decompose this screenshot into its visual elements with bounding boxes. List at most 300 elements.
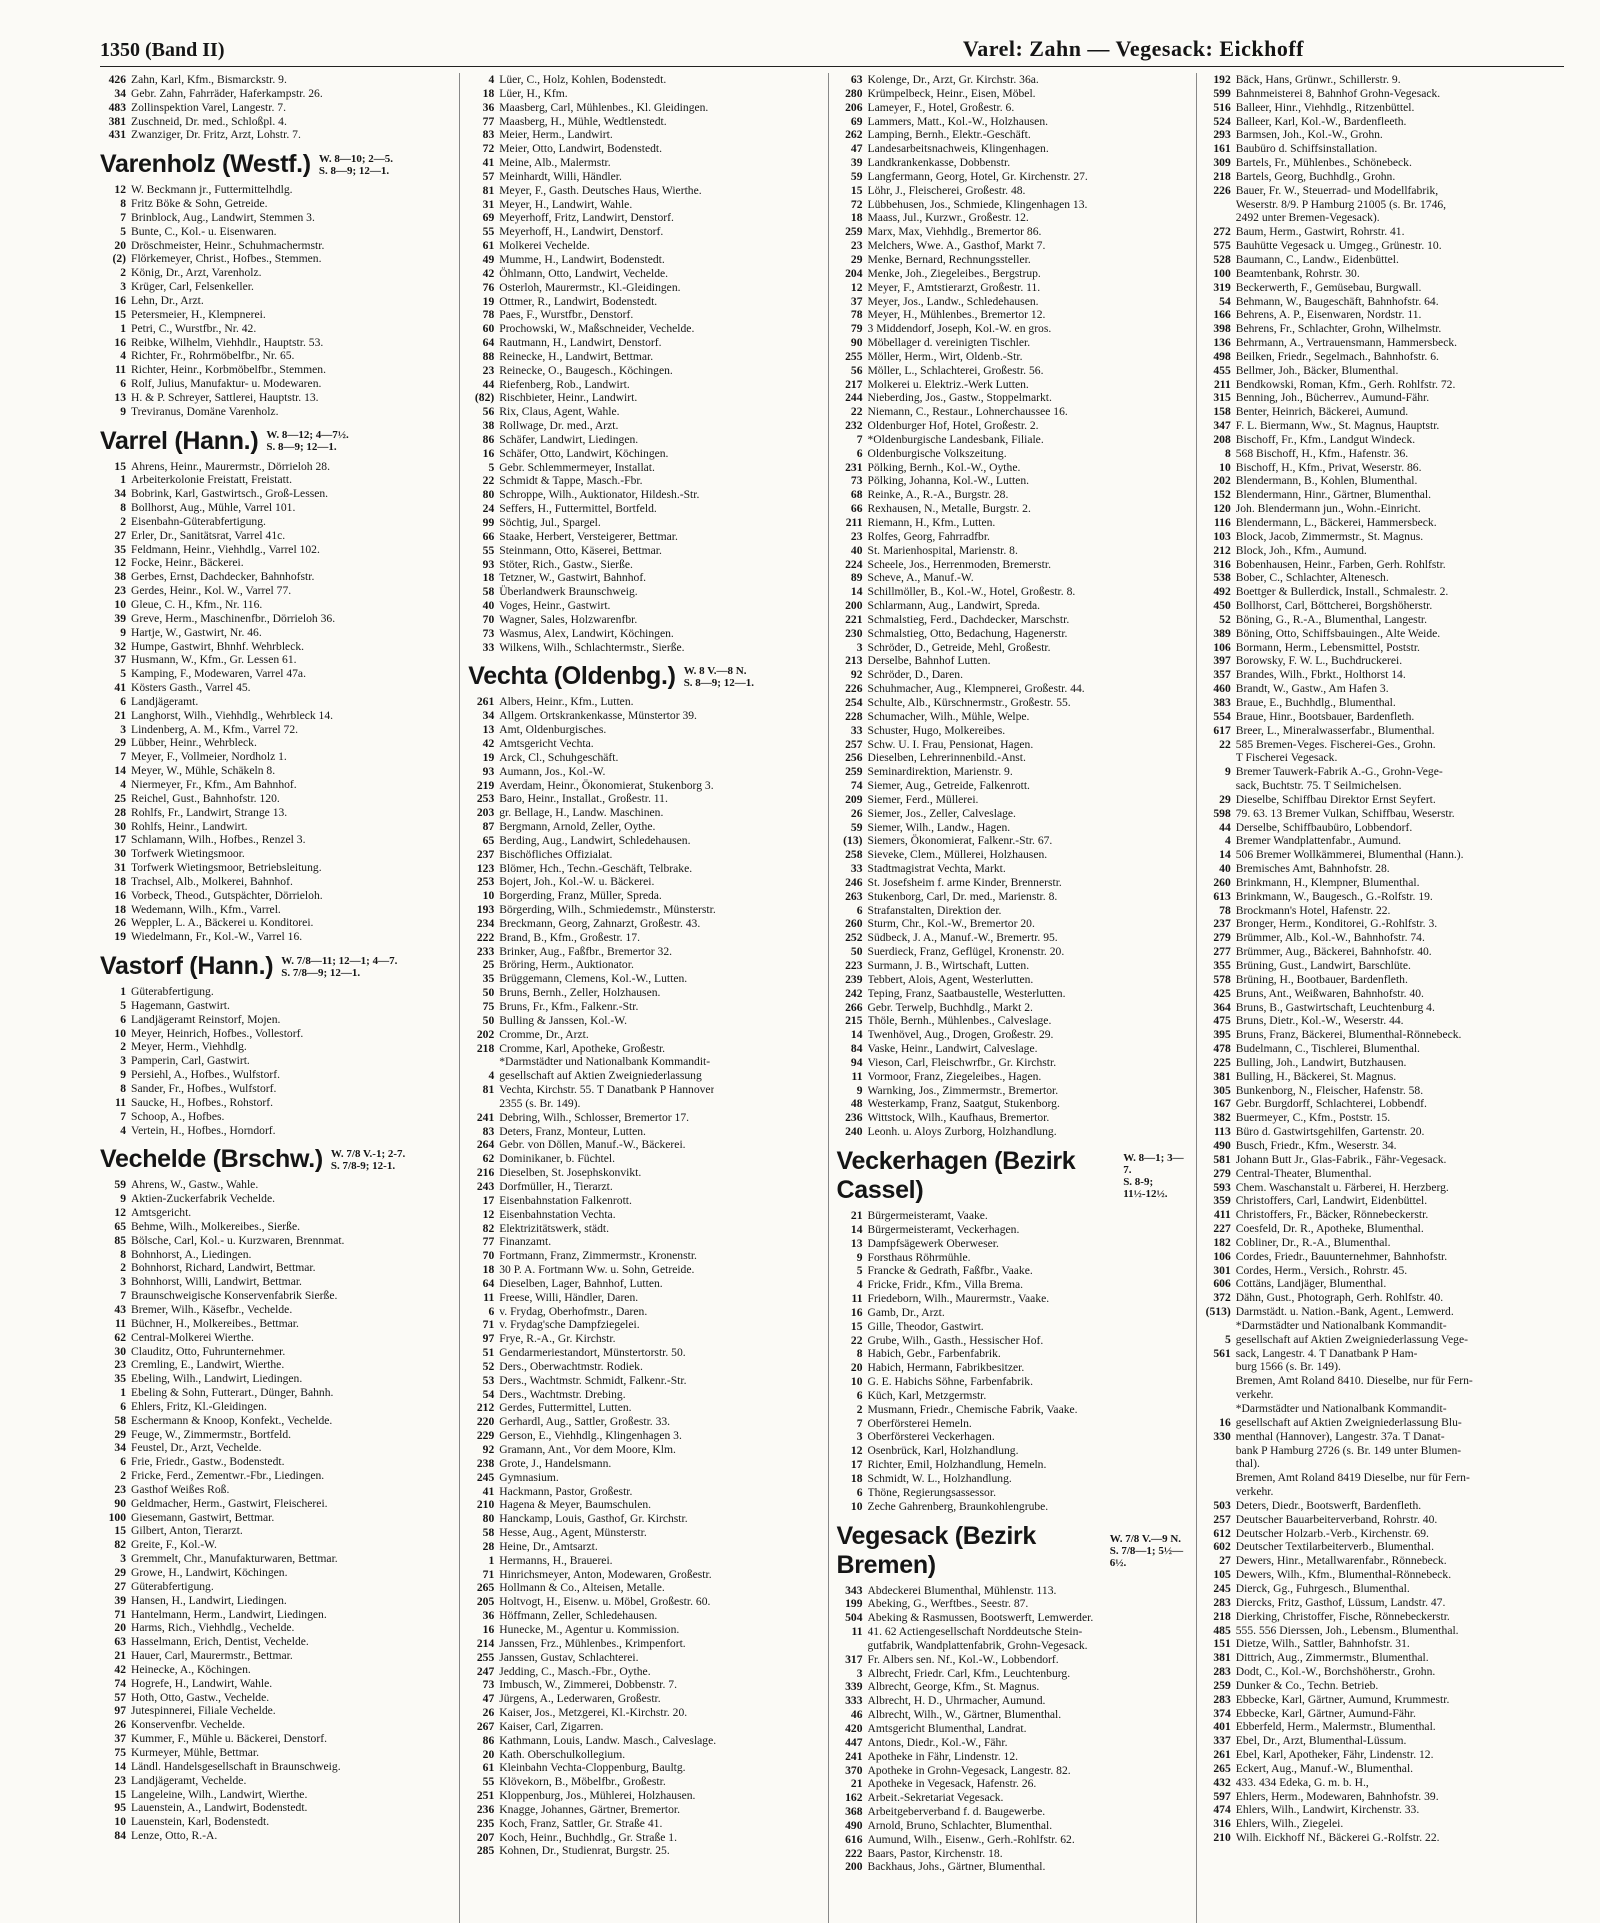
phone-number: 92 (482, 1443, 495, 1456)
phone-number: 33 (482, 640, 495, 654)
phone-number: 42 (482, 266, 495, 280)
directory-entry (468, 295, 819, 309)
directory-entry (1205, 613, 1556, 627)
directory-entry (100, 363, 451, 377)
directory-entry (1205, 1444, 1556, 1458)
entry-text: Wilh. Eickhoff Nf., Bäckerei G.-Rolfstr. 22. (1235, 1831, 1440, 1845)
phone-number: 4 (488, 1069, 495, 1083)
phone-number: 225 (1213, 1055, 1231, 1069)
directory-entry (837, 433, 1188, 447)
running-head: Varel: Zahn — Vegesack: Eickhoff (962, 36, 1304, 61)
phone-number: 73 (482, 1678, 495, 1692)
entry-text: Scheve, A., Manuf.-W. (867, 571, 974, 585)
phone-number: 256 (845, 751, 863, 765)
entry-text: Schuhmacher, Aug., Klempnerei, Großestr. 44. (867, 682, 1085, 696)
phone-number: 42 (482, 736, 495, 750)
phone-number: 9 (120, 625, 126, 639)
directory-entry (1205, 1111, 1556, 1125)
directory-entry (1205, 945, 1556, 959)
entry-text: Wasmus, Alex, Landwirt, Köchingen. (499, 626, 674, 640)
phone-number: 40 (482, 599, 495, 613)
entry-text: Brüning, Gust., Landwirt, Barschlüte. (1235, 959, 1411, 972)
entry-text: Meine, Alb., Malermstr. (499, 156, 611, 170)
directory-entry (1205, 1679, 1556, 1693)
directory-entry (837, 558, 1188, 572)
directory-entry (837, 834, 1188, 848)
entry-text: Nieberding, Jos., Gastw., Stoppelmarkt. (867, 391, 1052, 405)
directory-entry (837, 156, 1188, 170)
phone-number: 16 (1219, 1415, 1231, 1429)
phone-number: 93 (482, 557, 495, 571)
phone-number: 237 (476, 847, 495, 861)
entry-text: Aktien-Zuckerfabrik Vechelde. (131, 1192, 275, 1206)
directory-entry (468, 1692, 819, 1706)
phone-number: 77 (482, 1235, 495, 1249)
directory-entry (468, 156, 819, 170)
phone-number: 460 (1213, 682, 1231, 696)
directory-entry (1205, 1222, 1556, 1236)
directory-entry (1205, 322, 1556, 336)
entry-text: Brandt, W., Gastw., Am Hafen 3. (1235, 682, 1389, 696)
directory-entry (100, 515, 451, 529)
phone-number: 20 (114, 1621, 126, 1635)
page-number: 1350 (Band II) (100, 39, 225, 61)
entry-text: Meyerhoff, Fritz, Landwirt, Denstorf. (499, 211, 674, 225)
directory-entry (837, 461, 1188, 475)
directory-entry (100, 1261, 451, 1275)
phone-number: 56 (850, 363, 863, 377)
phone-number: 21 (850, 1208, 863, 1222)
directory-entry (837, 1736, 1188, 1750)
entry-text: Gasthof Weißes Roß. (131, 1482, 230, 1496)
directory-entry (837, 724, 1188, 738)
directory-entry (100, 1234, 451, 1248)
directory-entry (468, 1789, 819, 1803)
phone-number: 71 (482, 1318, 495, 1332)
directory-entry (100, 115, 451, 129)
directory-entry (100, 1635, 451, 1649)
directory-entry (100, 1774, 451, 1788)
entry-text: Meyer, H., Landwirt, Wahle. (499, 197, 633, 211)
directory-entry (468, 350, 819, 364)
directory-entry (468, 170, 819, 184)
entry-text: bank P Hamburg 2726 (s. Br. 149 unter Blumen- (1235, 1443, 1462, 1457)
directory-entry (837, 419, 1188, 433)
entry-text: Krüger, Carl, Felsenkeller. (131, 280, 254, 294)
phone-number: 266 (845, 1000, 863, 1014)
entry-text: Zeche Gahrenberg, Braunkohlengrube. (867, 1499, 1049, 1513)
entry-text: 433. 434 Edeka, G. m. b. H., (1235, 1775, 1369, 1789)
directory-entry (468, 945, 819, 959)
directory-columns (100, 73, 1564, 1923)
directory-entry (1205, 821, 1556, 835)
directory-entry (1205, 1208, 1556, 1222)
directory-entry (1205, 1264, 1556, 1278)
directory-entry (100, 252, 451, 266)
phone-number: 6 (856, 1388, 863, 1402)
directory-entry (468, 723, 819, 737)
directory-entry (837, 599, 1188, 613)
directory-entry (468, 87, 819, 101)
phone-number: 524 (1213, 114, 1231, 128)
entry-text: Bischöfliches Offizialat. (499, 847, 613, 861)
directory-entry (1205, 115, 1556, 129)
entry-text: Bormann, Herm., Lebensmittel, Poststr. (1235, 640, 1420, 654)
phone-number: 151 (1213, 1637, 1231, 1651)
entry-text: Rohlfs, Fr., Landwirt, Strange 13. (131, 805, 288, 819)
entry-text: 568 Bischoff, H., Kfm., Hafenstr. 36. (1235, 446, 1409, 460)
phone-number: 8 (120, 197, 126, 211)
entry-text: Bartels, Fr., Mühlenbes., Schönebeck. (1235, 156, 1412, 170)
directory-entry (837, 959, 1188, 973)
phone-number: 83 (482, 128, 495, 142)
phone-number: 97 (114, 1704, 126, 1718)
directory-entry (837, 544, 1188, 558)
directory-entry (1205, 474, 1556, 488)
directory-entry (468, 198, 819, 212)
entry-text: Amtsgericht. (131, 1206, 192, 1220)
entry-text: Christoffers, Carl, Landwirt, Eidenbüttel. (1235, 1194, 1428, 1208)
entry-text: Habich, Hermann, Fabrikbesitzer. (867, 1361, 1025, 1375)
directory-entry (468, 1208, 819, 1222)
entry-text: Dieselbe, Schiffbau Direktor Ernst Seyfert. (1235, 792, 1436, 806)
entry-text: Hollmann & Co., Alteisen, Metalle. (499, 1581, 665, 1595)
entry-text: Brümmer, Alb., Kol.-W., Bahnhofstr. 74. (1235, 931, 1425, 945)
entry-text: Kaiser, Carl, Zigarren. (499, 1719, 604, 1733)
directory-entry (1205, 1042, 1556, 1056)
entry-text: Frie, Friedr., Gastw., Bodenstedt. (131, 1455, 285, 1469)
directory-entry (1205, 1610, 1556, 1624)
entry-text: W. Beckmann jr., Futtermittelhdlg. (131, 183, 293, 197)
directory-entry (1205, 1070, 1556, 1084)
phone-number: 15 (114, 459, 126, 473)
directory-entry (100, 1386, 451, 1400)
entry-text: Sander, Fr., Hofbes., Wulfstorf. (131, 1082, 277, 1095)
phone-number: 167 (1213, 1097, 1231, 1111)
directory-entry (468, 1457, 819, 1471)
directory-entry (837, 1237, 1188, 1251)
entry-text: Brümmer, Aug., Bäckerei, Bahnhofstr. 40. (1235, 945, 1432, 959)
entry-text: Berding, Aug., Landwirt, Schledehausen. (499, 833, 691, 847)
entry-text: Bronger, Herm., Konditorei, G.-Rohlfstr. 3. (1235, 917, 1438, 931)
phone-number: 272 (1213, 225, 1231, 239)
phone-number: 4 (120, 349, 126, 363)
phone-number: 5 (120, 998, 126, 1012)
entry-text: Bahnmeisterei 8, Bahnhof Grohn-Vegesack. (1235, 86, 1441, 100)
section-heading (100, 1145, 451, 1174)
entry-text: Hoth, Otto, Gastw., Vechelde. (131, 1690, 270, 1704)
entry-text: Eschermann & Knoop, Konfekt., Vechelde. (131, 1413, 333, 1427)
phone-number: 29 (114, 736, 126, 750)
phone-number (468, 1055, 499, 1069)
phone-number: 246 (845, 875, 863, 889)
directory-entry (100, 1054, 451, 1068)
directory-entry (1205, 1277, 1556, 1291)
phone-number: 261 (476, 695, 495, 709)
phone-number: 4 (1224, 834, 1231, 848)
entry-text: Arnold, Bruno, Schlachter, Blumenthal. (867, 1818, 1053, 1832)
entry-text: Apotheke in Grohn-Vegesack, Langestr. 82. (867, 1763, 1071, 1777)
directory-entry (100, 750, 451, 764)
phone-number (1205, 1471, 1236, 1485)
entry-text: Siemer, Wilh., Landw., Hagen. (867, 820, 1011, 834)
phone-number: 7 (120, 210, 126, 224)
phone-number: 6 (856, 446, 863, 460)
phone-number: 12 (482, 1207, 495, 1221)
entry-text: Kohnen, Dr., Studienrat, Burgstr. 25. (499, 1844, 670, 1858)
entry-text: 3 Middendorf, Joseph, Kol.-W. en gros. (867, 322, 1052, 336)
phone-number: 339 (845, 1680, 863, 1694)
directory-entry (837, 1056, 1188, 1070)
directory-entry (468, 903, 819, 917)
phone-number: 401 (1213, 1720, 1231, 1734)
entry-text: Clauditz, Otto, Fuhrunternehmer. (131, 1344, 286, 1358)
entry-text: Bollhorst, Aug., Mühle, Varrel 101. (131, 501, 296, 515)
directory-entry (100, 1275, 451, 1289)
entry-text: Gymnasium. (499, 1470, 559, 1484)
phone-number: 280 (845, 86, 863, 100)
entry-text: Gerdes, Heinr., Kol. W., Varrel 77. (131, 584, 292, 598)
entry-text: Feuge, W., Zimmermstr., Bortfeld. (131, 1427, 292, 1441)
directory-entry (1205, 1084, 1556, 1098)
entry-text: Maasberg, Carl, Mühlenbes., Kl. Gleidingen. (499, 100, 709, 114)
entry-text: Behme, Wilh., Molkereibes., Sierße. (131, 1219, 301, 1233)
entry-text: 555. 556 Dierssen, Joh., Lebensm., Blumenthal. (1235, 1623, 1459, 1637)
entry-text: Lammers, Matt., Kol.-W., Holzhausen. (867, 114, 1049, 128)
directory-entry (468, 1111, 819, 1125)
directory-entry (1205, 558, 1556, 572)
phone-number: 68 (850, 488, 863, 502)
directory-entry (468, 1678, 819, 1692)
directory-entry (468, 1748, 819, 1762)
directory-entry (468, 322, 819, 336)
directory-entry (468, 1429, 819, 1443)
entry-text: Dominikaner, b. Füchtel. (499, 1152, 616, 1166)
entry-text: Torfwerk Wietingsmoor, Betriebsleitung. (131, 861, 322, 875)
entry-text: Meyer, Heinrich, Hofbes., Vollestorf. (131, 1026, 304, 1040)
phone-number: 490 (845, 1818, 863, 1832)
entry-text: Cremling, E., Landwirt, Wierthe. (131, 1358, 285, 1372)
phone-number: 616 (845, 1832, 863, 1846)
directory-entry (468, 1637, 819, 1651)
phone-number: 158 (1213, 405, 1231, 419)
directory-entry (100, 1414, 451, 1428)
entry-text: Ebbecke, Karl, Gärtner, Aumund-Fähr. (1235, 1706, 1416, 1720)
entry-text: Ders., Oberwachtmstr. Rodiek. (499, 1359, 643, 1373)
directory-entry (100, 1013, 451, 1027)
phone-number: 239 (845, 972, 863, 986)
phone-number: 52 (1219, 612, 1231, 626)
entry-text: Flörkemeyer, Christ., Hofbes., Stemmen. (131, 252, 322, 266)
phone-number: 222 (476, 930, 495, 944)
directory-entry (1205, 1637, 1556, 1651)
directory-entry (100, 833, 451, 847)
entry-text: Janssen, Gustav, Schlachterei. (499, 1650, 639, 1664)
directory-entry (100, 1511, 451, 1525)
entry-text: Vormoor, Franz, Ziegeleibes., Hagen. (867, 1069, 1042, 1083)
phone-number: 368 (845, 1805, 863, 1819)
directory-entry (468, 544, 819, 558)
entry-text: Twenhövel, Aug., Drogen, Großestr. 29. (867, 1028, 1054, 1042)
directory-entry (837, 585, 1188, 599)
directory-entry (468, 1125, 819, 1139)
entry-text: Kathmann, Louis, Landw. Masch., Calveslage. (499, 1733, 717, 1747)
section-heading (100, 150, 451, 179)
phone-number: 12 (114, 1206, 126, 1220)
directory-entry (1205, 1665, 1556, 1679)
directory-entry (468, 1595, 819, 1609)
directory-entry (1205, 668, 1556, 682)
phone-number: 234 (476, 916, 495, 930)
entry-text: Meyer, F., Gasth. Deutsches Haus, Wierthe. (499, 183, 702, 197)
directory-entry (1205, 1001, 1556, 1015)
entry-text: Dorfmüller, H., Tierarzt. (499, 1179, 613, 1193)
entry-text: *Oldenburgische Landesbank, Filiale. (867, 432, 1044, 446)
phone-number: 13 (850, 1236, 863, 1250)
entry-text: Dunker & Co., Techn. Betrieb. (1235, 1678, 1379, 1692)
directory-entry (100, 778, 451, 792)
phone-number: 95 (114, 1801, 126, 1815)
directory-entry (1205, 1803, 1556, 1817)
entry-text: Wilkens, Wilh., Schlachtermstr., Sierße. (499, 640, 685, 654)
phone-number: 54 (1219, 294, 1231, 308)
directory-entry (468, 1471, 819, 1485)
entry-text: v. Frydag, Oberhofmstr., Daren. (499, 1304, 648, 1318)
phone-number: 220 (476, 1415, 495, 1429)
entry-text: Gilbert, Anton, Tierarzt. (131, 1524, 243, 1538)
entry-text: Bruns, B., Gastwirtschaft, Leuchtenburg 4. (1235, 1000, 1435, 1014)
directory-entry (1205, 1319, 1556, 1333)
directory-entry (837, 128, 1188, 142)
directory-entry (1205, 751, 1556, 765)
phone-number: 26 (114, 1718, 126, 1732)
directory-entry (100, 556, 451, 570)
entry-text: Kurmeyer, Mühle, Bettmar. (131, 1745, 260, 1759)
directory-entry (1205, 793, 1556, 807)
directory-entry (837, 101, 1188, 115)
directory-entry (468, 613, 819, 627)
phone-number: 35 (482, 972, 495, 986)
phone-number: 66 (482, 529, 495, 543)
phone-number: 1 (120, 1386, 126, 1400)
entry-text: Meyerhoff, H., Landwirt, Denstorf. (499, 225, 664, 239)
phone-number: 22 (482, 474, 495, 488)
entry-text: Gebr. Terwelp, Buchhdlg., Markt 2. (867, 1000, 1033, 1014)
phone-number: 42 (114, 1662, 126, 1676)
directory-entry (837, 654, 1188, 668)
entry-text: Schlarmann, Aug., Landwirt, Spreda. (867, 599, 1041, 613)
directory-entry (837, 1597, 1188, 1611)
directory-entry (837, 848, 1188, 862)
entry-text: Christoffers, Fr., Bäcker, Rönnebeckerstr. (1235, 1208, 1429, 1222)
phone-number: 210 (1213, 1831, 1231, 1845)
phone-number: 37 (114, 653, 126, 667)
phone-number: 359 (1213, 1194, 1231, 1208)
directory-entry (468, 1138, 819, 1152)
entry-text: Rolf, Julius, Manufaktur- u. Modewaren. (131, 377, 322, 391)
phone-number: 93 (482, 764, 495, 778)
directory-entry (1205, 1720, 1556, 1734)
directory-entry (1205, 987, 1556, 1001)
directory-entry (1205, 1596, 1556, 1610)
directory-entry (468, 709, 819, 723)
directory-entry (100, 1663, 451, 1677)
directory-entry (100, 377, 451, 391)
directory-entry (837, 1805, 1188, 1819)
entry-text: Seffers, H., Futtermittel, Bortfeld. (499, 502, 657, 516)
directory-entry (468, 1235, 819, 1249)
phone-number: 80 (482, 488, 495, 502)
directory-entry (1205, 1236, 1556, 1250)
directory-entry (100, 1566, 451, 1580)
directory-entry (468, 695, 819, 709)
entry-text: Schmidt & Tappe, Masch.-Fbr. (499, 474, 643, 488)
directory-entry (468, 571, 819, 585)
entry-text: Bartels, Georg, Buchhdlg., Grohn. (1235, 169, 1396, 183)
entry-text: Hagemann, Gastwirt. (131, 998, 230, 1012)
phone-number: (13) (843, 834, 863, 848)
entry-text: Oldenburger Hof, Hotel, Großestr. 2. (867, 419, 1039, 433)
entry-text: Möbellager d. vereinigten Tischler. (867, 336, 1031, 350)
directory-entry (468, 585, 819, 599)
phone-number: 8 (120, 1082, 126, 1095)
phone-number: 44 (482, 377, 495, 391)
phone-number (1205, 1457, 1236, 1471)
phone-number: 283 (1213, 1665, 1231, 1679)
directory-entry (100, 875, 451, 889)
section-title: Vechta (Oldenbg.) (468, 662, 676, 691)
entry-text: Bojert, Joh., Kol.-W. u. Bäckerei. (499, 875, 655, 889)
entry-text: Bulling, H., Bäckerei, St. Magnus. (1235, 1069, 1397, 1083)
entry-text: Benning, Joh., Bücherrev., Aumund-Fähr. (1235, 391, 1430, 405)
entry-text: Tetzner, W., Gastwirt, Bahnhof. (499, 571, 647, 585)
entry-text: Osterloh, Maurermstr., Kl.-Gleidingen. (499, 280, 681, 294)
phone-number: 257 (845, 737, 863, 751)
entry-text: Lübber, Heinr., Wehrbleck. (131, 736, 257, 750)
directory-entry (100, 1469, 451, 1483)
entry-text: Deutscher Holzarb.-Verb., Kirchenstr. 69. (1235, 1526, 1429, 1540)
entry-text: Feustel, Dr., Arzt, Vechelde. (131, 1441, 262, 1455)
phone-number: 554 (1213, 709, 1231, 723)
phone-number: 54 (482, 1387, 495, 1401)
entry-text: Ders., Wachtmstr. Drebing. (499, 1387, 626, 1401)
entry-text: Richter, Heinr., Korbmöbelfbr., Stemmen. (131, 363, 326, 377)
entry-text: Friedeborn, Wilh., Maurermstr., Vaake. (867, 1292, 1050, 1306)
entry-text: Bauhütte Vegesack u. Umgeg., Grünestr. 10. (1235, 239, 1442, 253)
phone-number: 264 (476, 1138, 495, 1152)
phone-number: 20 (114, 238, 126, 252)
entry-text: Balleer, Karl, Kol.-W., Bardenfleeth. (1235, 114, 1407, 128)
entry-text: Ländl. Handelsgesellschaft in Braunschweig. (131, 1759, 341, 1773)
phone-number: 81 (482, 1083, 495, 1097)
entry-text: Darmstädt. u. Nation.-Bank, Agent., Lemwerd. (1235, 1305, 1454, 1319)
phone-number: 65 (114, 1219, 126, 1233)
directory-entry (100, 405, 451, 419)
directory-entry (837, 170, 1188, 184)
directory-entry (468, 101, 819, 115)
directory-entry (1205, 738, 1556, 752)
entry-text: Ders., Wachtmstr. Schmidt, Falkenr.-Str. (499, 1373, 687, 1387)
phone-number: 222 (845, 1846, 863, 1860)
entry-text: Dittrich, Aug., Zimmermstr., Blumenthal. (1235, 1651, 1429, 1665)
entry-text: Siemers, Ökonomierat, Falkenr.-Str. 67. (867, 834, 1053, 848)
entry-text: Fortmann, Franz, Zimmermstr., Kronenstr. (499, 1249, 697, 1263)
phone-number: 26 (850, 806, 863, 820)
directory-entry (1205, 1734, 1556, 1748)
phone-number: 27 (114, 528, 126, 542)
entry-text: Bruns, Fr., Kfm., Falkenr.-Str. (499, 1000, 639, 1013)
phone-number: 47 (850, 142, 863, 156)
